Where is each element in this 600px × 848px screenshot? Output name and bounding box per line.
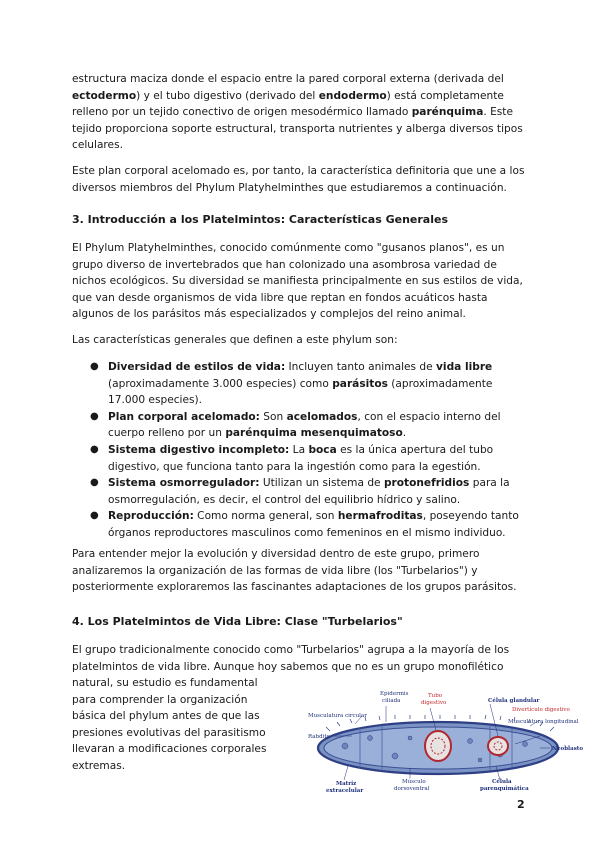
characteristics-list (72, 359, 528, 542)
list-item: ● Diversidad de estilos de vida: Incluyen tanto animales de vida libre (aproximadamente 3.000 especies) como parásitos (aproximadamente 17.000 especies). (90, 361, 493, 407)
tubo-label: Tubo (428, 693, 443, 699)
list-item: ● Sistema digestivo incompleto: La boca es la única apertura del tubo digestivo, que funciona tanto para la ingestión como para la egestión. (90, 443, 494, 473)
neoblasto-label: Neoblasto (552, 746, 583, 752)
bullet-icon: ● (90, 477, 99, 489)
section-4-paragraph: El grupo tradicionalmente conocido como "Turbelarios" agrupa a la mayoría de los platelmintos de vida libre. Aunque hoy sabemos que no es un grupo monofilético (72, 644, 510, 673)
dorsoventral-label: dorsoventral (394, 786, 430, 792)
list-item: ● Sistema osmorregulador: Utilizan un sistema de protonefridios para la osmorregulación, es decir, el control del equilibrio hídrico y salino. (90, 477, 510, 506)
section-3-list-intro: Las características generales que definen a este phylum son: (72, 334, 398, 346)
bullet-icon: ● (90, 510, 99, 522)
gut-central (425, 731, 451, 761)
intro-paragraph-2: Este plan corporal acelomado es, por tanto, la característica definitoria que une a los diversos miembros del Phylum Platyhelminthes que estudiaremos a continuación. (72, 165, 525, 194)
digestivo-label: digestivo (421, 700, 447, 706)
musculo-label: Músculo (402, 779, 426, 785)
list-item: ● Reproducción: Como norma general, son hermafroditas, poseyendo tanto órganos reproductores masculinos como femeninos en el mismo individuo. (90, 510, 519, 539)
section-3-paragraph: El Phylum Platyhelminthes, conocido comúnmente como "gusanos planos", es un grupo diverso de invertebrados que han colonizado una asombrosa variedad de nichos ecológicos. Su diversidad se manifiesta principalmente en sus estilos de vida, que van desde organismos de vida libre que reptan en fondos acuáticos hasta algunos de los parásitos más especializados y complejos del reino animal. (72, 242, 523, 321)
parenquimatica-label: parenquimática (480, 786, 529, 792)
diverticulo-label: Divertículo digestivo (512, 707, 570, 713)
intro-paragraph: estructura maciza donde el espacio entre la pared corporal externa (derivada del ectodermo) y el tubo digestivo (derivado del endodermo) está completamente relleno por un tejido conectivo de origen mesodérmico llamado parénquima. Este tejido proporciona soporte estructural, transporta nutrientes y alberga diversos tipos celulares. (72, 73, 523, 152)
musculatura-longitudinal-label: Musculatura longitudinal (508, 719, 579, 725)
celula-glandular-label: Célula glandular (488, 698, 540, 704)
turbellarian-cross-section-figure (300, 686, 585, 794)
celula-label: Célula (492, 779, 512, 785)
matriz-label: Matriz (336, 781, 357, 787)
bullet-icon: ● (90, 361, 99, 372)
section-3-closing-paragraph: Para entender mejor la evolución y diversidad dentro de este grupo, primero analizaremos la organización de las formas de vida libre (los "Turbelarios") y posteriormente exploraremos las fascinantes adaptaciones de los grupos parásitos. (72, 548, 517, 594)
extracelular-label: extracelular (326, 788, 364, 794)
section-4-paragraph-continued: natural, su estudio es fundamental para comprender la organización básica del phylum antes de que las presiones evolutivas del parasitismo llevaran a modificaciones corporales extremas. (72, 677, 267, 772)
section-3-heading: 3. Introducción a los Platelmintos: Características Generales (72, 213, 448, 226)
section-4-heading: 4. Los Platelmintos de Vida Libre: Clase "Turbelarios" (72, 615, 403, 628)
epidermis-label: Epidermis (380, 691, 409, 697)
gut-diverticulum (488, 737, 508, 755)
bullet-icon: ● (90, 443, 99, 455)
musculatura-circular-label: Musculatura circular (308, 713, 367, 719)
page-number: 2 (517, 798, 525, 811)
rabdito-label: Rabdito (308, 734, 330, 740)
list-item: ● Plan corporal acelomado: Son acelomados, con el espacio interno del cuerpo relleno por un parénquima mesenquimatoso. (90, 410, 501, 440)
bullet-icon: ● (90, 410, 99, 422)
ciliada-label: ciliada (382, 698, 401, 704)
